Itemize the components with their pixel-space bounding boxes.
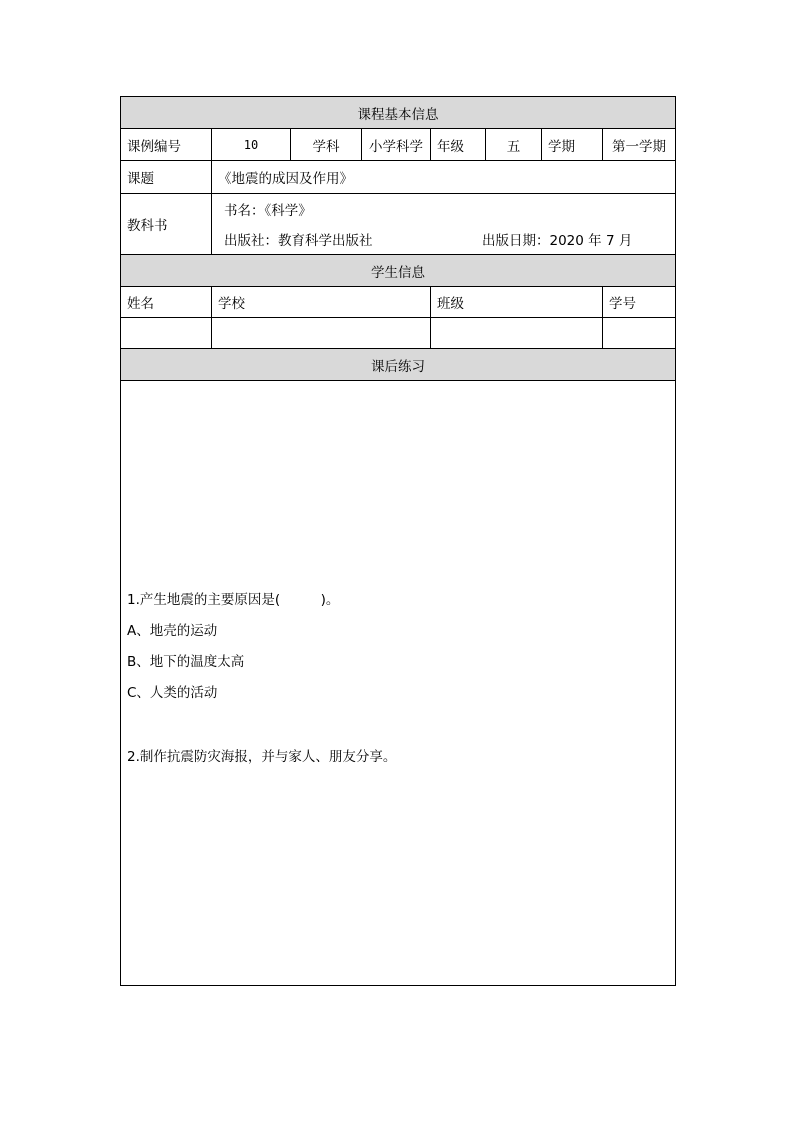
student-info-labels-row (121, 287, 676, 318)
subject-label: 学科 (291, 129, 362, 161)
basic-info-header-row (121, 97, 676, 129)
publisher: 出版社：教育科学出版社 (224, 233, 373, 249)
topic-row (121, 161, 676, 194)
subject-value: 小学科学 (362, 129, 431, 161)
name-label: 姓名 (121, 287, 212, 318)
lesson-info-table (120, 96, 676, 986)
student-info-header-row (121, 255, 676, 287)
student-info-entry-row (121, 318, 676, 349)
exercises-header-row (121, 349, 676, 381)
class-entry-cell[interactable] (431, 318, 603, 349)
student-no-label: 学号 (603, 287, 676, 318)
publisher-line (218, 224, 669, 254)
exercises-row (121, 381, 676, 986)
question-1-option-c: C、人类的活动 (127, 685, 218, 701)
question-2: 2.制作抗震防灾海报，并与家人、朋友分享。 (127, 749, 397, 765)
class-label: 班级 (431, 287, 603, 318)
topic-value: 《地震的成因及作用》 (212, 161, 676, 194)
exercises-body (121, 381, 676, 986)
grade-value: 五 (486, 129, 542, 161)
student-info-header: 学生信息 (121, 255, 676, 287)
textbook-label: 教科书 (121, 194, 212, 255)
book-name-line (218, 194, 669, 224)
term-label: 学期 (542, 129, 603, 161)
book-name: 书名：《科学》 (224, 203, 312, 219)
question-1: 1.产生地震的主要原因是( )。 (127, 592, 340, 608)
term-value: 第一学期 (603, 129, 676, 161)
spacer (127, 713, 669, 746)
school-entry-cell[interactable] (212, 318, 431, 349)
question-1-option-a: A、地壳的运动 (127, 623, 218, 639)
grade-label: 年级 (431, 129, 486, 161)
lesson-id-label: 课例编号 (121, 129, 212, 161)
topic-label: 课题 (121, 161, 212, 194)
student-no-entry-cell[interactable] (603, 318, 676, 349)
basic-info-header: 课程基本信息 (121, 97, 676, 129)
textbook-row (121, 194, 676, 255)
publish-date: 出版日期：2020 年 7 月 (482, 233, 633, 249)
name-entry-cell[interactable] (121, 318, 212, 349)
basic-info-row (121, 129, 676, 161)
exercises-header: 课后练习 (121, 349, 676, 381)
textbook-details (212, 194, 676, 255)
lesson-id-value: 10 (212, 129, 291, 161)
question-1-option-b: B、地下的温度太高 (127, 654, 245, 670)
school-label: 学校 (212, 287, 431, 318)
